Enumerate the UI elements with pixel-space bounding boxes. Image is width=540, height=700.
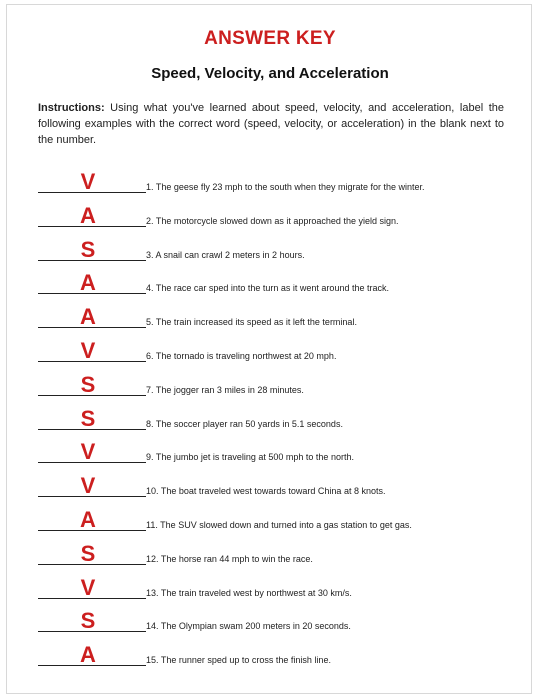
question-row (38, 473, 504, 510)
question-text: 11. The SUV slowed down and turned into a gas station to get gas. (146, 520, 412, 530)
page-subtitle: Speed, Velocity, and Acceleration (151, 65, 389, 82)
question-text: 14. The Olympian swam 200 meters in 20 seconds. (146, 621, 351, 632)
question-row (38, 608, 504, 645)
answer-letter: A (80, 507, 96, 532)
answer-letter: V (80, 574, 96, 600)
answer-letter: S (80, 540, 96, 566)
question-row (38, 371, 504, 409)
question-row (38, 574, 504, 612)
question-row (38, 304, 504, 341)
answer-letter: S (80, 608, 96, 634)
answer-letter: V (80, 338, 96, 363)
question-text: 4. The race car sped into the turn as it went around the track. (146, 283, 389, 294)
question-row (38, 540, 504, 578)
question-text: 3. A snail can crawl 2 meters in 2 hours. (146, 249, 305, 260)
question-row (38, 439, 504, 476)
instructions (38, 100, 504, 148)
question-text: 12. The horse ran 44 mph to win the race. (146, 553, 313, 564)
answer-letter: A (80, 304, 96, 330)
question-text: 6. The tornado is traveling northwest at 20 mph. (146, 351, 337, 361)
answer-letter: S (80, 405, 96, 431)
question-text: 8. The soccer player ran 50 yards in 5.1 seconds. (146, 418, 343, 429)
question-text: 10. The boat traveled west towards toward China at 8 knots. (146, 486, 386, 497)
question-text: 5. The train increased its speed as it left the terminal. (146, 317, 357, 328)
answer-letter: V (80, 439, 96, 465)
question-text: 13. The train traveled west by northwest at 30 km/s. (146, 587, 352, 598)
answer-letter: A (80, 270, 96, 296)
question-row (38, 405, 504, 443)
question-text: 15. The runner sped up to cross the finish line. (146, 655, 331, 666)
question-text: 7. The jogger ran 3 miles in 28 minutes. (146, 384, 304, 395)
question-row (38, 507, 504, 544)
answer-letter: V (80, 169, 96, 194)
answer-letter: A (80, 202, 96, 228)
instructions-lead: Instructions: (38, 102, 105, 114)
question-row (38, 236, 504, 274)
question-text: 1. The geese fly 23 mph to the south when they migrate for the winter. (146, 182, 425, 192)
answer-letter: A (80, 642, 96, 668)
question-text: 2. The motorcycle slowed down as it approached the yield sign. (146, 215, 399, 226)
question-row (38, 169, 504, 206)
question-row (38, 338, 504, 375)
answer-letter: V (80, 473, 96, 499)
instructions-text: Using what you've learned about speed, velocity, and acceleration, label the following examples with the correct word (speed, velocity, or acceleration) in the blank next to the number. (38, 102, 504, 146)
page-title: ANSWER KEY (204, 28, 336, 49)
question-text: 9. The jumbo jet is traveling at 500 mph to the north. (146, 452, 354, 463)
answer-letter: S (80, 371, 96, 397)
question-row (38, 202, 504, 240)
answer-letter: S (80, 236, 96, 262)
question-row (38, 642, 504, 679)
question-row (38, 270, 504, 307)
